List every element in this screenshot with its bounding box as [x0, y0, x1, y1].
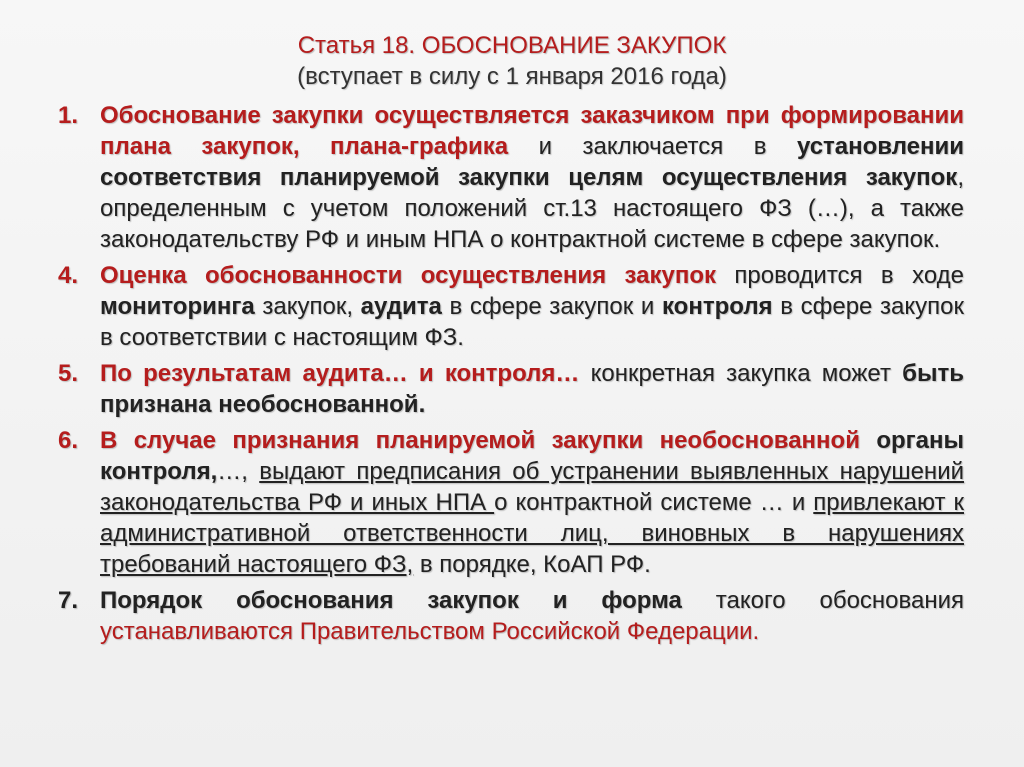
item-text-bold: быть признана необоснованной. — [100, 360, 964, 418]
item-text-emphasis: В случае признания планируемой закупки необоснованной — [100, 427, 860, 454]
item-7 — [58, 585, 964, 647]
item-number: 5. — [58, 360, 79, 387]
item-1 — [58, 100, 964, 255]
item-text: конкретная закупка может — [579, 360, 903, 387]
item-number: 4. — [58, 262, 79, 289]
item-text-emphasis: Обоснование закупки осуществляется заказчиком при формировании плана закупок, плана-графика — [100, 102, 964, 160]
item-text: такого обоснования — [681, 587, 964, 614]
item-6 — [58, 425, 964, 580]
item-4 — [58, 260, 964, 353]
item-text: о контрактной системе … и — [494, 489, 814, 516]
item-text-bold: органы контроля, — [100, 427, 964, 485]
slide-title: Статья 18. ОБОСНОВАНИЕ ЗАКУПОК — [297, 32, 727, 59]
item-text-bold: аудита — [360, 293, 442, 320]
slide-subtitle: (вступает в силу с 1 января 2016 года) — [297, 63, 727, 90]
item-text-emphasis: Оценка обоснованности осуществления закупок — [100, 262, 717, 289]
item-text: …, — [217, 458, 260, 485]
item-text-underlined: привлекают к административной ответственности лиц, виновных в нарушениях требований настоящего ФЗ, — [100, 489, 964, 578]
item-text-bold: контроля — [661, 293, 773, 320]
item-text: и заключается в — [508, 133, 797, 160]
item-text-bold: Порядок обоснования закупок и форма — [100, 587, 682, 614]
item-text-emphasis: По результатам аудита… и контроля… — [100, 360, 580, 387]
item-text: проводится в ходе — [716, 262, 964, 289]
item-number: 6. — [58, 427, 79, 454]
item-text-emphasis: устанавливаются Правительством Российской Федерации. — [100, 618, 760, 645]
article-body — [58, 100, 964, 652]
item-text: , определенным с учетом положений ст.13 настоящего ФЗ (…), а также законодательству РФ и иным НПА о контрактной системе в сфере закупок. — [100, 164, 964, 253]
item-text-bold: установлении соответствия планируемой закупки целям осуществления закупок — [100, 133, 965, 191]
item-text: закупок, — [254, 293, 361, 320]
item-number: 7. — [58, 587, 79, 614]
item-text: в порядке, КоАП РФ. — [413, 551, 651, 578]
item-text-underlined: выдают предписания об устранении выявленных нарушений законодательства РФ и иных НПА — [100, 458, 964, 516]
item-5 — [58, 358, 964, 420]
item-text-bold: мониторинга — [100, 293, 255, 320]
item-text: в сфере закупок и — [441, 293, 662, 320]
item-text: в сфере закупок в соответствии с настоящим ФЗ. — [100, 293, 965, 351]
item-number: 1. — [58, 102, 79, 129]
